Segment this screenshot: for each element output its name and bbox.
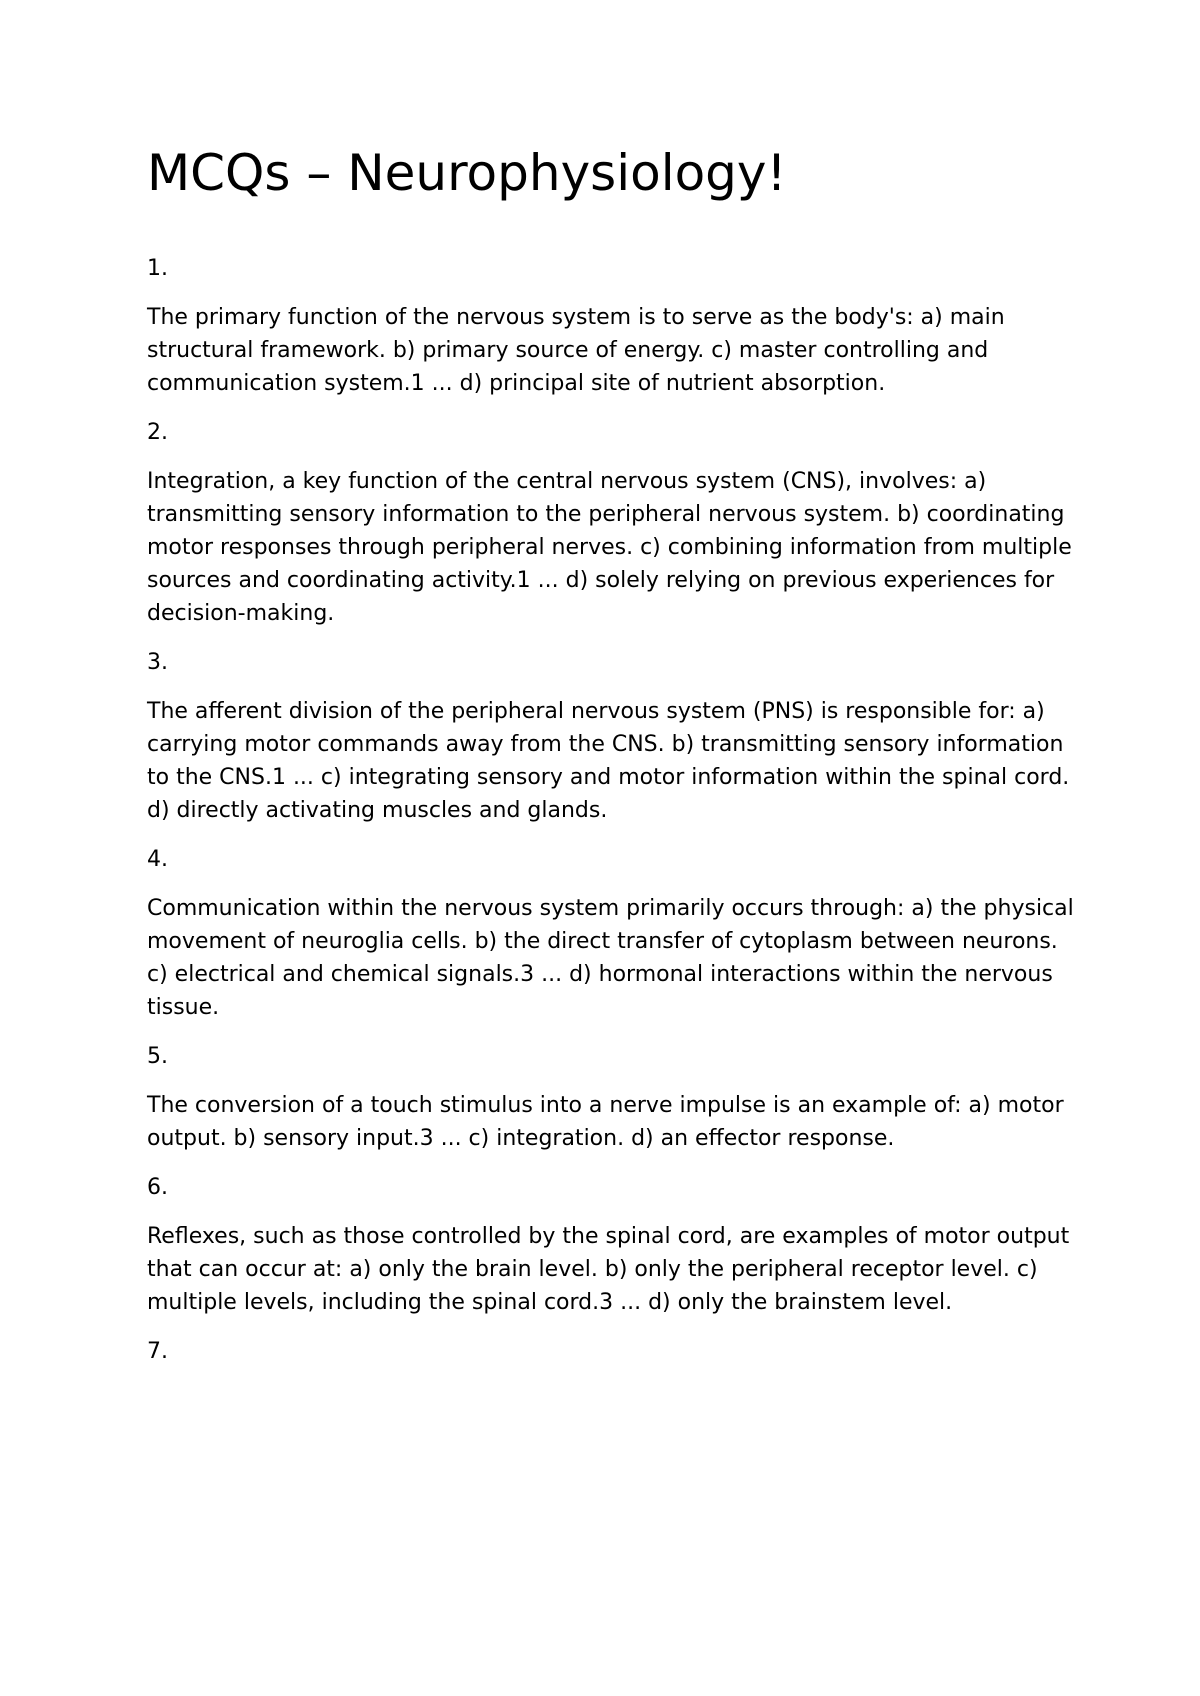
question-text: The conversion of a touch stimulus into a nerve impulse is an example of: a) motor output. b) sensory input.3 ... c) integration. d) an effector response.: [147, 1093, 1064, 1151]
question-text: Integration, a key function of the central nervous system (CNS), involves: a) transmitting sensory information to the peripheral nervous system. b) coordinating motor responses through peripheral nerves. c) combining information from multiple sources and coordinating activity.1 ... d) solely relying on previous experiences for decision-making.: [147, 469, 1072, 626]
question-4: [147, 843, 1077, 1024]
question-number: 6.: [147, 1175, 168, 1200]
document-page: [147, 140, 1077, 1384]
question-number: 2.: [147, 420, 168, 445]
page-title: MCQs – Neurophysiology!: [147, 144, 787, 202]
question-number: 7.: [147, 1339, 168, 1364]
question-number: 5.: [147, 1044, 168, 1069]
question-text: The primary function of the nervous system is to serve as the body's: a) main structural framework. b) primary source of energy. c) master controlling and communication system.1 ... d) principal site of nutrient absorption.: [147, 305, 1005, 396]
question-text: Reflexes, such as those controlled by the spinal cord, are examples of motor output that can occur at: a) only the brain level. b) only the peripheral receptor level. c) multiple levels, including the spinal cord.3 ... d) only the brainstem level.: [147, 1224, 1070, 1315]
question-number: 1.: [147, 256, 168, 281]
question-text: The afferent division of the peripheral nervous system (PNS) is responsible for: a) carrying motor commands away from the CNS. b) transmitting sensory information to the CNS.1 ... c) integrating sensory and motor information within the spinal cord. d) directly activating muscles and glands.: [147, 699, 1070, 823]
question-7: [147, 1335, 1077, 1368]
question-2: [147, 416, 1077, 630]
question-6: [147, 1171, 1077, 1319]
question-3: [147, 646, 1077, 827]
question-1: [147, 252, 1077, 400]
question-number: 4.: [147, 847, 168, 872]
question-text: Communication within the nervous system primarily occurs through: a) the physical movement of neuroglia cells. b) the direct transfer of cytoplasm between neurons. c) electrical and chemical signals.3 ... d) hormonal interactions within the nervous tissue.: [147, 896, 1074, 1020]
question-number: 3.: [147, 650, 168, 675]
question-5: [147, 1040, 1077, 1155]
